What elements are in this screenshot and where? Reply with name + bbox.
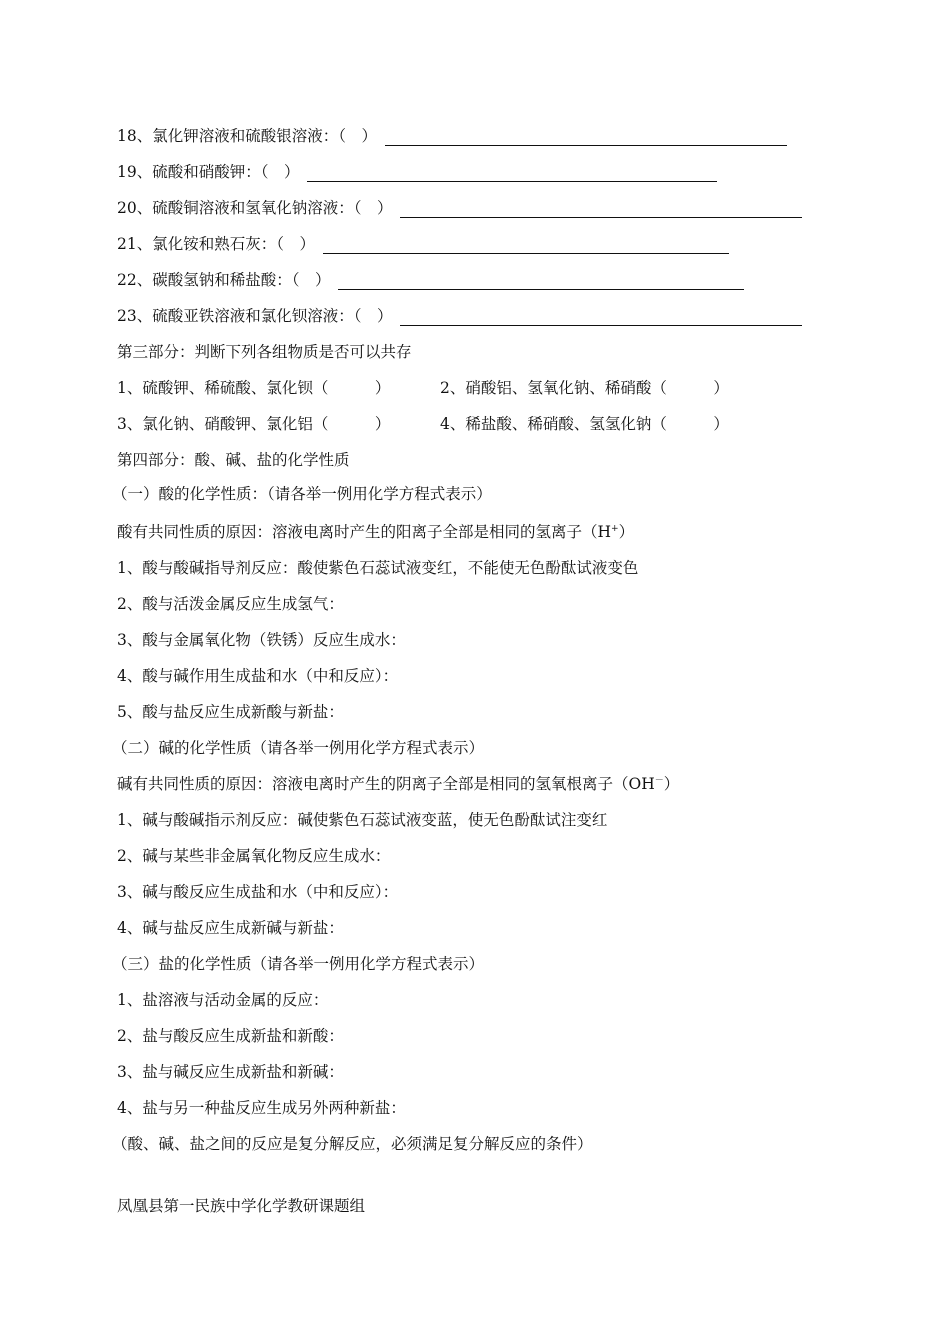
question-text: 20、硫酸铜溶液和氢氧化钠溶液：（ ） <box>117 199 393 217</box>
base-reason-text: 碱有共同性质的原因：溶液电离时产生的阴离子全部是相同的氢氧根离子（OH <box>117 775 655 793</box>
answer-blank[interactable] <box>338 275 744 290</box>
acid-item-5: 5、酸与盐反应生成新酸与新盐： <box>117 703 344 721</box>
question-20 <box>117 198 802 218</box>
part3-row-1 <box>117 378 837 398</box>
salt-item-1: 1、盐溶液与活动金属的反应： <box>117 991 329 1009</box>
base-item-1: 1、碱与酸碱指示剂反应：碱使紫色石蕊试液变蓝，使无色酚酞试注变红 <box>117 811 608 829</box>
question-text: 21、氯化铵和熟石灰：（ ） <box>117 235 315 253</box>
base-reason <box>117 774 679 794</box>
part3-heading: 第三部分：判断下列各组物质是否可以共存 <box>117 343 412 361</box>
acid-reason-sup: + <box>611 523 619 534</box>
acid-item-1: 1、酸与酸碱指导剂反应：酸使紫色石蕊试液变红，不能使无色酚酞试液变色 <box>117 559 639 577</box>
part4-heading: 第四部分：酸、碱、盐的化学性质 <box>117 451 350 469</box>
coexist-item: 4、稀盐酸、稀硝酸、氢氢化钠（ ） <box>440 415 729 433</box>
question-18 <box>117 126 787 146</box>
question-text: 19、硫酸和硝酸钾：（ ） <box>117 163 300 181</box>
acid-item-2: 2、酸与活泼金属反应生成氢气： <box>117 595 344 613</box>
coexist-item: 2、硝酸铝、氢氧化钠、稀硝酸（ ） <box>440 379 729 397</box>
question-text: 23、硫酸亚铁溶液和氯化钡溶液：（ ） <box>117 307 393 325</box>
answer-blank[interactable] <box>400 311 802 326</box>
question-text: 22、碳酸氢钠和稀盐酸：（ ） <box>117 271 331 289</box>
footer-credit: 凤凰县第一民族中学化学教研课题组 <box>117 1197 366 1215</box>
acid-section-title: （一）酸的化学性质：（请各举一例用化学方程式表示） <box>112 485 492 503</box>
acid-reason-text: 酸有共同性质的原因：溶液电离时产生的阳离子全部是相同的氢离子（H <box>117 523 612 541</box>
base-item-2: 2、碱与某些非金属氧化物反应生成水： <box>117 847 391 865</box>
base-item-4: 4、碱与盐反应生成新碱与新盐： <box>117 919 344 937</box>
acid-reason <box>117 522 634 542</box>
question-19 <box>117 162 717 182</box>
base-reason-close: ） <box>663 775 680 793</box>
acid-item-3: 3、酸与金属氧化物（铁锈）反应生成水： <box>117 631 406 649</box>
part3-row-2 <box>117 414 837 434</box>
base-item-3: 3、碱与酸反应生成盐和水（中和反应）： <box>117 883 399 901</box>
reaction-note: （酸、碱、盐之间的反应是复分解反应，必须满足复分解反应的条件） <box>112 1135 593 1153</box>
answer-blank[interactable] <box>323 239 729 254</box>
answer-blank[interactable] <box>385 131 787 146</box>
question-text: 18、氯化钾溶液和硫酸银溶液：（ ） <box>117 127 377 145</box>
acid-reason-close: ） <box>618 523 635 541</box>
answer-blank[interactable] <box>400 203 802 218</box>
salt-section-title: （三）盐的化学性质（请各举一例用化学方程式表示） <box>112 955 485 973</box>
salt-item-4: 4、盐与另一种盐反应生成另外两种新盐： <box>117 1099 406 1117</box>
base-reason-sup: － <box>654 775 664 786</box>
coexist-item: 1、硫酸钾、稀硫酸、氯化钡（ ） <box>117 379 391 397</box>
answer-blank[interactable] <box>307 167 717 182</box>
coexist-item: 3、氯化钠、硝酸钾、氯化铝（ ） <box>117 415 391 433</box>
question-22 <box>117 270 744 290</box>
base-section-title: （二）碱的化学性质（请各举一例用化学方程式表示） <box>112 739 485 757</box>
acid-item-4: 4、酸与碱作用生成盐和水（中和反应）： <box>117 667 399 685</box>
question-23 <box>117 306 802 326</box>
question-21 <box>117 234 729 254</box>
salt-item-3: 3、盐与碱反应生成新盐和新碱： <box>117 1063 344 1081</box>
salt-item-2: 2、盐与酸反应生成新盐和新酸： <box>117 1027 344 1045</box>
